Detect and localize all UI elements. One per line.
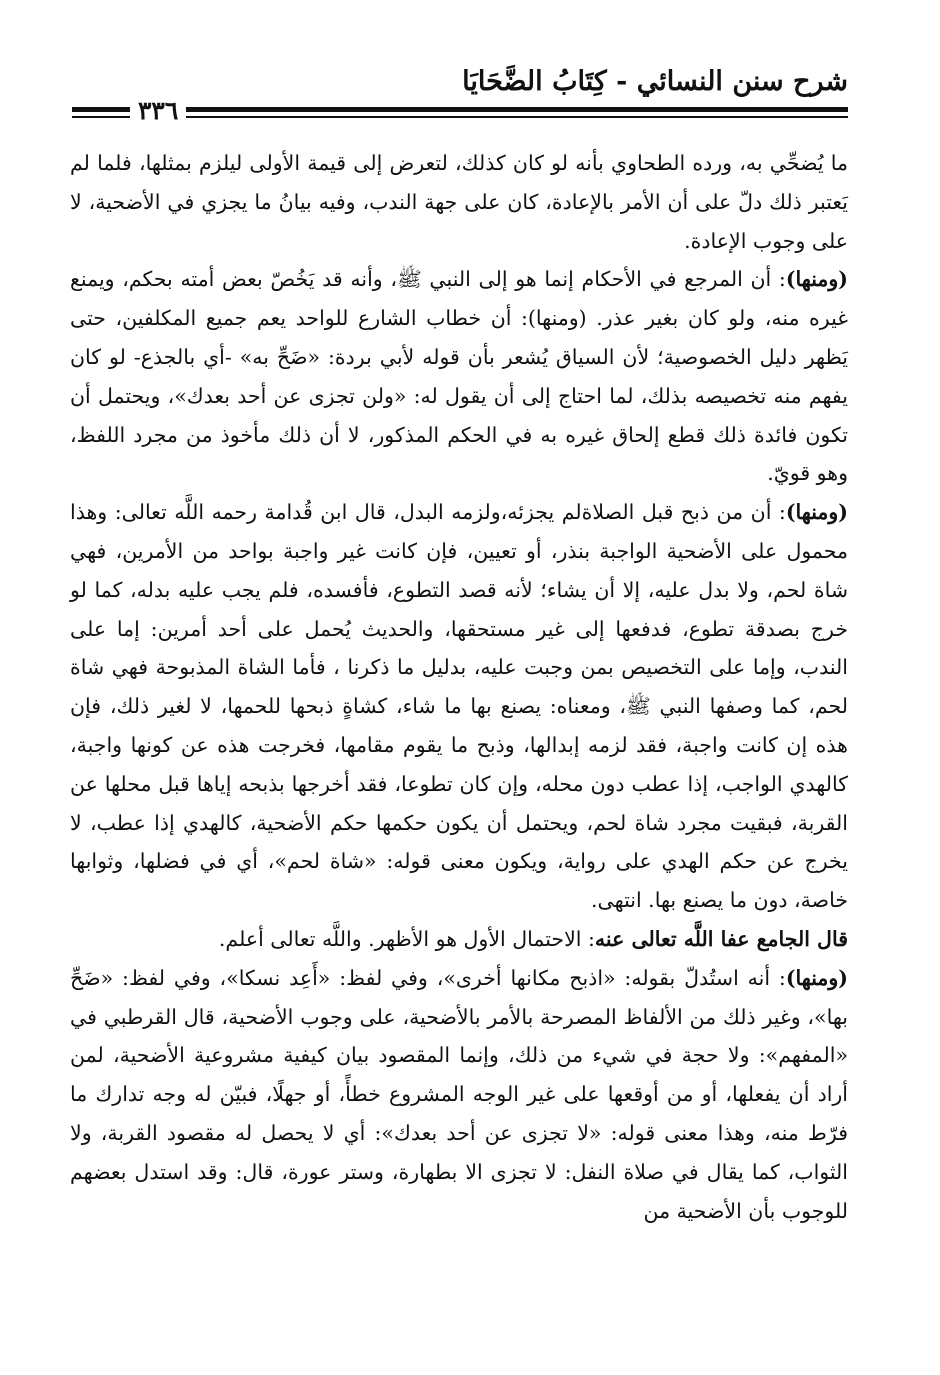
header-rule-thin [72,116,848,118]
paragraph-text: ما يُضحِّي به، ورده الطحاوي بأنه لو كان كذلك، لتعرض إلى قيمة الأولى ليلزم بمثلها، فلما لم يَعتبر ذلك دلّ على أن الأمر بالإعادة، كان على جهة الندب، وفيه بيانُ ما يجزي في الأضحية، لا على وجوب الإعادة. [70,151,848,253]
paragraph-lead: (ومنها) [785,267,848,292]
paragraph-lead: قال الجامع عفا اللَّه تعالى عنه [594,926,848,951]
paragraph-lead: (ومنها) [785,500,848,525]
header-rule-thick [72,107,848,112]
paragraph [70,493,848,920]
paragraph-text: : أن المرجع في الأحكام إنما هو إلى النبي ﷺ، وأنه قد يَخُصّ بعض أمته بحكم، ويمنع غيره منه، ولو كان بغير عذر. (ومنها): أن خطاب الشارع للواحد يعم جميع المكلفين، حتى يَظهر دليل الخصوصية؛ لأن السياق يُشعر بأن قوله لأبي بردة: «ضَحِّ به» -أي بالجذع- لو كان يفهم منه تخصيصه بذلك، لما احتاج إلى أن يقول له: «ولن تجزى عن أحد بعدك»، ويحتمل أن تكون فائدة ذلك قطع إلحاق غيره به في الحكم المذكور، لا أن ذلك مأخوذ من مجرد اللفظ، وهو قويّ. [70,267,848,486]
page-header [72,66,848,128]
paragraph [70,959,848,1231]
paragraph [70,144,848,260]
running-title: شرح سنن النسائي - كِتَابُ الضَّحَايَا [462,66,848,97]
paragraph-lead: (ومنها) [785,965,848,990]
paragraph [70,260,848,493]
paragraph-text: : الاحتمال الأول هو الأظهر. واللَّه تعالى أعلم. [218,926,595,951]
paragraph [70,920,848,959]
page-number: ٣٣٦ [130,96,186,125]
main-text [70,144,848,1230]
paragraph-text: : أن من ذبح قبل الصلاةلم يجزئه،ولزمه البدل، قال ابن قُدامة رحمه اللَّه تعالى: وهذا محمول على الأضحية الواجبة بنذر، أو تعيين، فإن كانت غير واجبة بواحد من الأمرين، فهي شاة لحم، ولا بدل عليه، إلا أن يشاء؛ لأنه قصد التطوع، فأفسده، فلم يجب عليه بدله، كما لو خرج بصدقة تطوع، فدفعها إلى غير مستحقها، والحديث يُحمل على أحد أمرين: إما على الندب، وإما على التخصيص بمن وجبت عليه، بدليل ما ذكرنا ، فأما الشاة المذبوحة فهي شاة لحم، كما وصفها النبي ﷺ، ومعناه: يصنع بها ما شاء، كشاةٍ ذبحها للحمها، لا لغير ذلك، فإن هذه إن كانت واجبة، فقد لزمه إبدالها، وذبح ما يقوم مقامها، فخرجت هذه عن كونها واجبة، كالهدي الواجب، إذا عطب دون محله، وإن كان تطوعا، فقد أخرجها بذبحه إياها قبل محلها عن القربة، فبقيت مجرد شاة لحم، ويحتمل أن يكون حكمها حكم الأضحية، كالهدي إذا عطب، لا يخرج عن حكم الهدي على رواية، ويكون معنى قوله: «شاة لحم»، أي في فضلها، وثوابها خاصة، دون ما يصنع بها. انتهى. [70,500,848,913]
paragraph-text: : أنه استُدلّ بقوله: «اذبح مكانها أخرى»، وفي لفظ: «أَعِد نسكا»، وفي لفظ: «ضَحِّ بها»، وغير ذلك من الألفاظ المصرحة بالأمر بالأضحية، على وجوب الأضحية، قال القرطبي في «المفهم»: ولا حجة في شيء من ذلك، وإنما المقصود بيان كيفية مشروعية الأضحية، لمن أراد أن يفعلها، أو من أوقعها على غير الوجه المشروع خطأً، أو جهلًا، فبيّن له وجه تدارك ما فرّط منه، وهذا معنى قوله: «لا تجزى عن أحد بعدك»: أي لا يحصل له مقصود القربة، ولا الثواب، كما يقال في صلاة النفل: لا تجزى الا بطهارة، وستر عورة، قال: وقد استدل بعضهم للوجوب بأن الأضحية من [70,965,848,1223]
